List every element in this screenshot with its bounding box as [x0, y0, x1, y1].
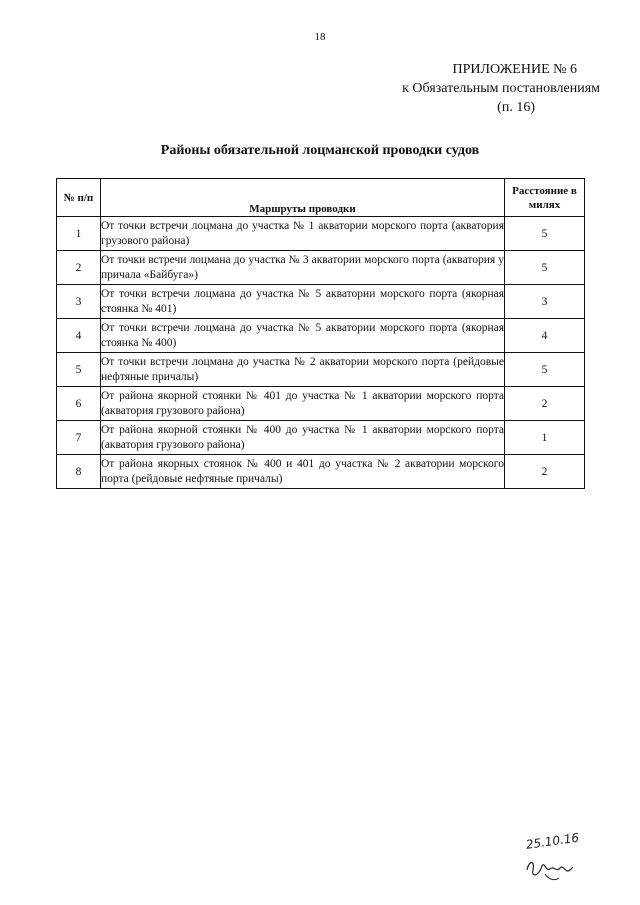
- signature-scribble-icon: [515, 852, 585, 884]
- table-row: [57, 455, 585, 489]
- row-route: От района якорной стоянки № 401 до участка № 1 акватории морского порта (акватория грузового района): [101, 387, 505, 421]
- table-header-row: [57, 179, 585, 217]
- row-number: 7: [57, 421, 101, 455]
- document-title: Районы обязательной лоцманской проводки судов: [160, 143, 480, 158]
- table-row: [57, 353, 585, 387]
- appendix-title: ПРИЛОЖЕНИЕ № 6: [452, 62, 577, 77]
- row-distance: 4: [505, 319, 585, 353]
- table-row: [57, 421, 585, 455]
- row-number: 1: [57, 217, 101, 251]
- row-route: От точки встречи лоцмана до участка № 3 акватории морского порта (акватория у причала «Байбуга»): [101, 251, 505, 285]
- row-number: 6: [57, 387, 101, 421]
- header-route: Маршруты проводки: [101, 179, 505, 217]
- row-distance: 3: [505, 285, 585, 319]
- row-route: От района якорных стоянок № 400 и 401 до участка № 2 акватории морского порта (рейдовые нефтяные причалы): [101, 455, 505, 489]
- row-distance: 2: [505, 387, 585, 421]
- row-number: 8: [57, 455, 101, 489]
- table-row: [57, 251, 585, 285]
- row-distance: 5: [505, 217, 585, 251]
- row-route: От точки встречи лоцмана до участка № 1 акватории морского порта (акватория грузового района): [101, 217, 505, 251]
- header-distance: Расстояние в милях: [505, 179, 585, 217]
- row-distance: 2: [505, 455, 585, 489]
- row-route: От района якорной стоянки № 400 до участка № 1 акватории морского порта (акватория грузового района): [101, 421, 505, 455]
- row-distance: 5: [505, 251, 585, 285]
- table-row: [57, 319, 585, 353]
- row-number: 3: [57, 285, 101, 319]
- row-distance: 1: [505, 421, 585, 455]
- signature-date: 25.10.16: [525, 830, 580, 852]
- appendix-subtitle: к Обязательным постановлениям: [402, 81, 600, 96]
- row-number: 5: [57, 353, 101, 387]
- header-number: № п/п: [57, 179, 101, 217]
- row-route: От точки встречи лоцмана до участка № 2 акватории морского порта (рейдовые нефтяные причалы): [101, 353, 505, 387]
- table-row: [57, 387, 585, 421]
- appendix-header: [402, 60, 600, 117]
- row-route: От точки встречи лоцмана до участка № 5 акватории морского порта (якорная стоянка № 401): [101, 285, 505, 319]
- row-distance: 5: [505, 353, 585, 387]
- page-number: 18: [314, 31, 326, 43]
- appendix-clause: (п. 16): [497, 100, 535, 115]
- row-number: 2: [57, 251, 101, 285]
- table-row: [57, 285, 585, 319]
- row-route: От точки встречи лоцмана до участка № 5 акватории морского порта (якорная стоянка № 400): [101, 319, 505, 353]
- handwritten-signature: [515, 830, 605, 888]
- routes-table: [56, 178, 585, 489]
- table-row: [57, 217, 585, 251]
- row-number: 4: [57, 319, 101, 353]
